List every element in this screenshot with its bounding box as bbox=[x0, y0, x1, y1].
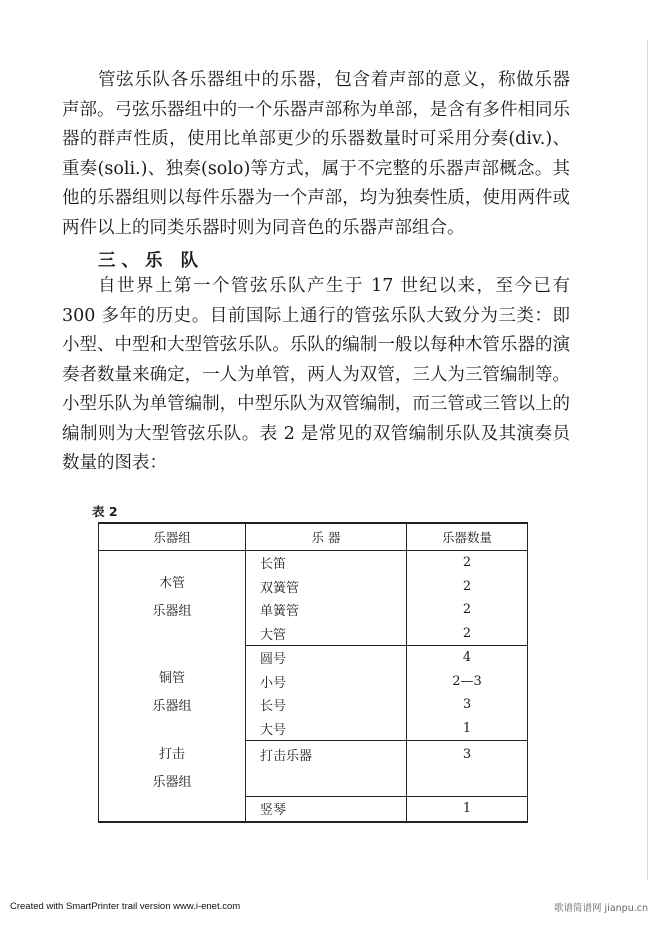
instrument-cell: 打击乐器 bbox=[246, 741, 407, 769]
count-cell: 1 bbox=[407, 717, 528, 741]
count-cell: 3 bbox=[407, 693, 528, 717]
group-name-line1: 铜管 bbox=[158, 671, 185, 686]
header-group: 乐器组 bbox=[99, 523, 246, 551]
count-cell: 2 bbox=[407, 598, 528, 622]
group-name-line2: 乐器组 bbox=[152, 774, 192, 790]
table-row bbox=[99, 797, 528, 822]
instrument-cell bbox=[246, 769, 407, 797]
count-cell: 2 bbox=[407, 622, 528, 646]
header-instrument: 乐 器 bbox=[246, 523, 407, 551]
count-cell: 4 bbox=[407, 646, 528, 670]
header-count: 乐器数量 bbox=[407, 523, 528, 551]
table-caption: 表 2 bbox=[92, 504, 118, 519]
footer-watermark-left: Created with SmartPrinter trail version www.i-enet.com bbox=[10, 901, 241, 912]
group-cell-woodwind bbox=[99, 551, 246, 646]
instrument-cell: 小号 bbox=[246, 670, 407, 694]
group-name-line2: 乐器组 bbox=[152, 699, 192, 714]
instrument-cell: 圆号 bbox=[246, 646, 407, 670]
table-header-row bbox=[99, 523, 528, 551]
group-cell-percussion bbox=[99, 741, 246, 797]
group-cell-harp bbox=[99, 797, 246, 822]
footer-watermark-right: 歌谱简谱网 jianpu.cn bbox=[554, 903, 648, 914]
table-row bbox=[99, 551, 528, 575]
instrument-cell: 单簧管 bbox=[246, 598, 407, 622]
section-heading: 三、乐 队 bbox=[98, 251, 205, 271]
table-row bbox=[99, 646, 528, 670]
instrument-cell: 双簧管 bbox=[246, 575, 407, 599]
instrument-cell: 大管 bbox=[246, 622, 407, 646]
instrument-cell: 长号 bbox=[246, 693, 407, 717]
count-cell: 3 bbox=[407, 741, 528, 769]
group-name-line1: 打击 bbox=[158, 746, 185, 762]
count-cell: 1 bbox=[407, 797, 528, 822]
instrument-table bbox=[98, 522, 528, 823]
group-cell-brass bbox=[99, 646, 246, 741]
count-cell: 2 bbox=[407, 551, 528, 575]
count-cell bbox=[407, 769, 528, 797]
instrument-cell: 长笛 bbox=[246, 551, 407, 575]
count-cell: 2—3 bbox=[407, 670, 528, 694]
paragraph-1: 管弦乐队各乐器组中的乐器，包含着声部的意义，称做乐器声部。弓弦乐器组中的一个乐器声部称为单部，是含有多件相同乐器的群声性质，使用比单部更少的乐器数量时可采用分奏(div.)、重奏(soli.)、独奏(solo)等方式，属于不完整的乐器声部概念。其他的乐器组则以每件乐器为一个声部，均为独奏性质，使用两件或两件以上的同类乐器时则为同音色的乐器声部组合。 bbox=[62, 70, 570, 238]
instrument-cell: 竖琴 bbox=[246, 797, 407, 822]
group-name-line2: 乐器组 bbox=[152, 604, 192, 620]
count-cell: 2 bbox=[407, 575, 528, 599]
instrument-cell: 大号 bbox=[246, 717, 407, 741]
paragraph-2: 自世界上第一个管弦乐队产生于 17 世纪以来，至今已有 300 多年的历史。目前国际上通行的管弦乐队大致分为三类：即小型、中型和大型管弦乐队。乐队的编制一般以每种木管乐器的演奏者数量来确定，一人为单管，两人为双管，三人为三管编制等。小型乐队为单管编制，中型乐队为双管编制，而三管或三管以上的编制则为大型管弦乐队。表 2 是常见的双管编制乐队及其演奏员数量的图表： bbox=[62, 276, 570, 473]
group-name-line1: 木管 bbox=[158, 576, 185, 592]
table-row bbox=[99, 741, 528, 769]
scan-edge-line bbox=[647, 40, 648, 880]
